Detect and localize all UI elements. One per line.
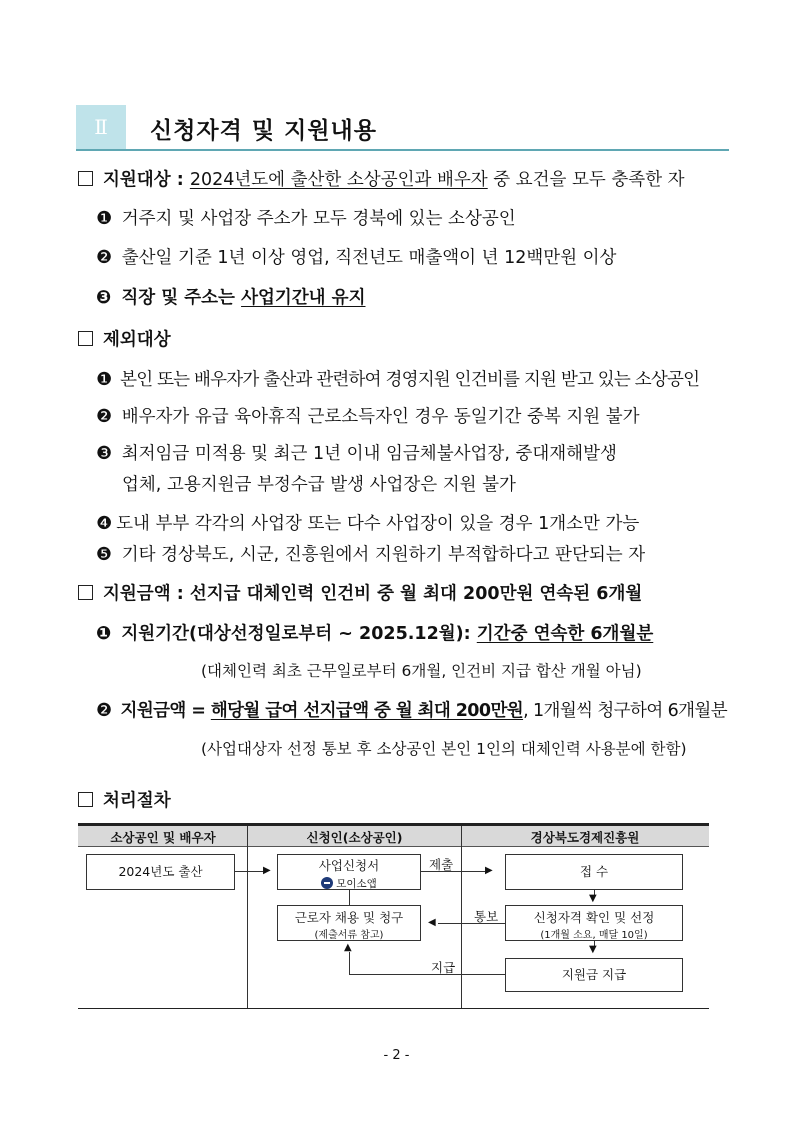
section-title: 신청자격 및 지원내용 <box>150 118 377 144</box>
flow-col-divider <box>461 826 462 1009</box>
flow-line <box>235 871 263 872</box>
flow-line <box>349 890 350 905</box>
exclusion-heading: 제외대상 <box>78 326 171 351</box>
flow-col-agency: 경상북도경제진흥원 <box>530 830 640 845</box>
eligibility-item-3: ❸ 직장 및 주소는 사업기간내 유지 <box>96 287 366 308</box>
flow-col-applicant: 신청인(소상공인) <box>306 830 403 845</box>
arrow-down-icon: ▼ <box>589 944 597 955</box>
amount-detail-note: (사업대상자 선정 통보 후 소상공인 본인 1인의 대체인력 사용분에 한함) <box>201 740 687 758</box>
flow-box-payment: 지원금 지급 <box>505 958 683 992</box>
flow-box-verify: 신청자격 확인 및 선정 (1개월 소요, 매달 10일) <box>505 905 683 941</box>
eligibility-heading: 지원대상 : 2024년도에 출산한 소상공인과 배우자 중 요건을 모두 충족한 자 <box>78 166 685 191</box>
arrow-right-icon: ▶ <box>485 865 493 876</box>
eligibility-item-1: ❶ 거주지 및 사업장 주소가 모두 경북에 있는 소상공인 <box>96 208 516 229</box>
flow-col-spouse: 소상공인 및 배우자 <box>110 830 216 845</box>
arrow-right-icon: ▶ <box>263 865 271 876</box>
exclusion-item-3-cont: 업체, 고용지원금 부정수급 발생 사업장은 지원 불가 <box>122 475 516 495</box>
amount-heading: 지원금액 : 선지급 대체인력 인건비 중 월 최대 200만원 연속된 6개월 <box>78 580 642 605</box>
checkbox-icon <box>78 792 93 807</box>
procedure-heading: 처리절차 <box>78 787 171 812</box>
flow-label-payment: 지급 <box>431 960 456 975</box>
eligibility-target: 2024년도에 출산한 소상공인과 배우자 <box>189 170 488 190</box>
section-number: Ⅱ <box>76 105 126 149</box>
exclusion-item-5: ❺ 기타 경상북도, 시군, 진흥원에서 지원하기 부적합하다고 판단되는 자 <box>96 544 646 565</box>
arrow-left-icon: ◀ <box>428 917 436 928</box>
checkbox-icon <box>78 585 93 600</box>
flow-label-notify: 통보 <box>474 909 499 924</box>
flow-bottom-rule <box>78 1008 709 1009</box>
exclusion-item-3: ❸ 최저임금 미적용 및 최근 1년 이내 임금체불사업장, 중대재해발생 <box>96 443 617 464</box>
checkbox-icon <box>78 331 93 346</box>
flow-box-application: 사업신청서 모이소앱 <box>277 854 421 890</box>
exclusion-item-2: ❷ 배우자가 유급 육아휴직 근로소득자인 경우 동일기간 중복 지원 불가 <box>96 406 640 427</box>
moisoapp-logo-icon <box>321 877 333 889</box>
section-divider <box>76 149 729 151</box>
checkbox-icon <box>78 171 93 186</box>
flow-label-submit: 제출 <box>429 857 454 872</box>
arrow-down-icon: ▼ <box>589 893 597 904</box>
page-number: - 2 - <box>383 1048 410 1063</box>
exclusion-item-1: ❶ 본인 또는 배우자가 출산과 관련하여 경영지원 인건비를 지원 받고 있는 소상공인 <box>96 369 700 390</box>
amount-period-note: (대체인력 최초 근무일로부터 6개월, 인건비 지급 합산 개월 아님) <box>201 662 642 680</box>
flow-box-employ: 근로자 채용 및 청구 (제출서류 참고) <box>277 905 421 941</box>
flow-line <box>349 974 505 975</box>
arrow-up-icon: ▲ <box>344 942 352 953</box>
eligibility-item-2: ❷ 출산일 기준 1년 이상 영업, 직전년도 매출액이 년 12백만원 이상 <box>96 247 617 268</box>
flow-box-birth: 2024년도 출산 <box>86 854 235 890</box>
amount-period: ❶ 지원기간(대상선정일로부터 ~ 2025.12월): 기간중 연속한 6개월분 <box>96 623 654 644</box>
flow-box-receipt: 접 수 <box>505 854 683 890</box>
exclusion-item-4: ❹ 도내 부부 각각의 사업장 또는 다수 사업장이 있을 경우 1개소만 가능 <box>96 513 640 534</box>
amount-detail: ❷ 지원금액 = 해당월 급여 선지급액 중 월 최대 200만원, 1개월씩 청구하여 6개월분 <box>96 700 728 721</box>
flow-col-divider <box>247 826 248 1009</box>
flow-line <box>349 952 350 974</box>
